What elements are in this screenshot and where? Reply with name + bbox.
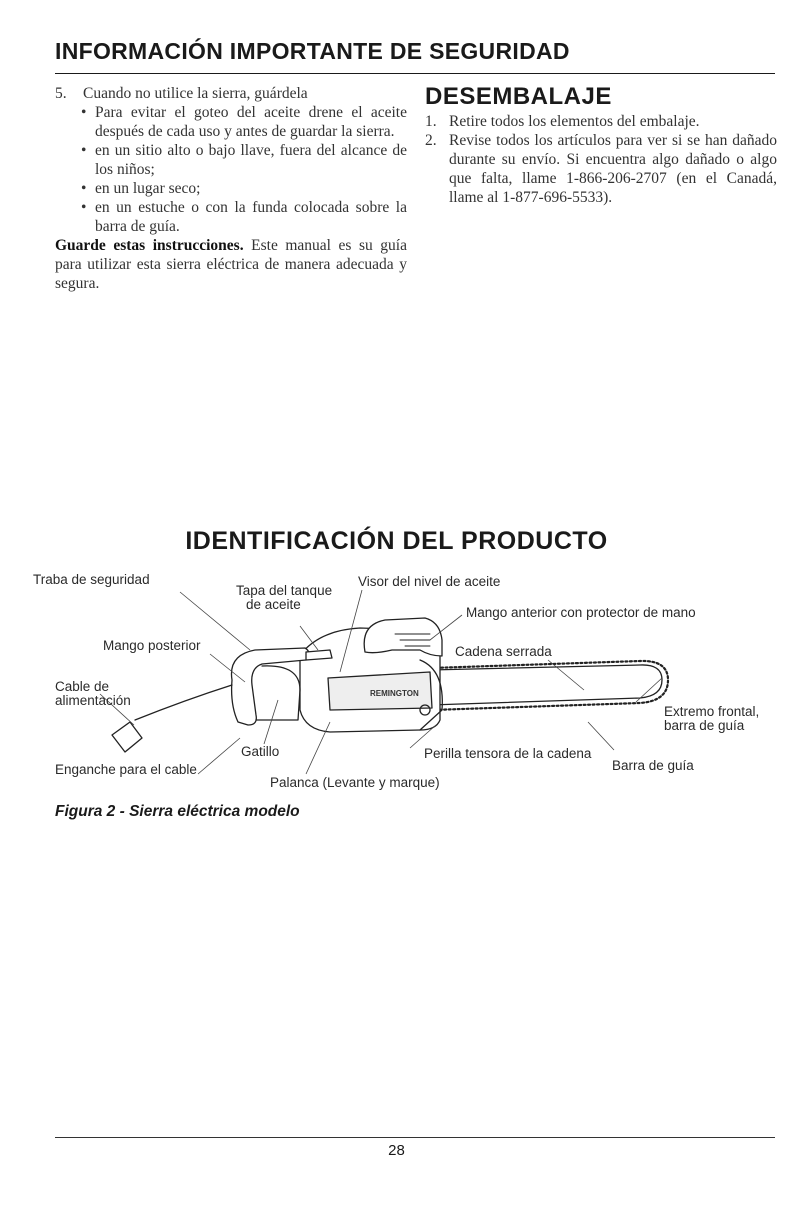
unpacking-title: DESEMBALAJE: [425, 83, 612, 110]
label-bar-tip-1: Extremo frontal,: [664, 704, 760, 719]
safety-bullet: [55, 141, 407, 179]
figure-caption: Figura 2 - Sierra eléctrica modelo: [55, 803, 300, 820]
item-text: Revise todos los artículos para ver si se han dañado durante su envío. Si encuentra algo dañado o algo que falta, llame 1-866-206-2707 (en el Canadá, llame al 1-877-696-5533).: [449, 132, 777, 206]
label-cord-2: alimentación: [55, 693, 131, 708]
brand-text: REMINGTON: [370, 689, 419, 698]
bullet-text: en un sitio alto o bajo llave, fuera del alcance de los niños;: [95, 142, 407, 178]
safety-bullet: [55, 103, 407, 141]
closing-paragraph: [55, 236, 407, 293]
safety-bullet: [55, 179, 407, 198]
safety-item-5: [55, 84, 407, 103]
unpacking-column: [425, 84, 777, 207]
chainsaw-figure: [0, 560, 793, 800]
item-text: Retire todos los elementos del embalaje.: [449, 113, 700, 130]
label-rear-handle: Mango posterior: [103, 638, 201, 653]
label-guide-bar: Barra de guía: [612, 758, 694, 773]
unpacking-item: [425, 112, 777, 131]
label-safety-lock: Traba de seguridad: [33, 572, 150, 587]
product-id-title: IDENTIFICACIÓN DEL PRODUCTO: [185, 527, 608, 555]
bullet-text: Para evitar el goteo del aceite drene el aceite después de cada uso y antes de guardar la sierra.: [95, 104, 407, 140]
label-bar-tip-2: barra de guía: [664, 718, 745, 733]
label-cord-1: Cable de: [55, 679, 110, 694]
item-number: 2.: [425, 132, 437, 149]
safety-column: [55, 84, 407, 293]
bullet-text: en un lugar seco;: [95, 180, 201, 197]
closing-text: Este manual es su guía para utilizar esta sierra eléctrica de manera adecuada y segura.: [55, 237, 407, 292]
label-lever: Palanca (Levante y marque): [270, 775, 440, 790]
closing-bold: Guarde estas instrucciones.: [55, 237, 244, 254]
bullet-text: en un estuche o con la funda colocada sobre la barra de guía.: [95, 199, 407, 235]
label-oil-sight: Visor del nivel de aceite: [358, 574, 501, 589]
footer-rule: [55, 1137, 775, 1138]
label-tank-cap-1: Tapa del tanque: [236, 583, 333, 598]
label-tensioner: Perilla tensora de la cadena: [424, 746, 592, 761]
bullet-icon: •: [81, 180, 87, 197]
label-front-handle: Mango anterior con protector de mano: [466, 605, 696, 620]
safety-bullet: [55, 198, 407, 236]
page-title: INFORMACIÓN IMPORTANTE DE SEGURIDAD: [55, 38, 570, 64]
header-rule: [55, 73, 775, 74]
unpacking-item: [425, 131, 777, 207]
bullet-icon: •: [81, 142, 87, 159]
label-cord-hook: Enganche para el cable: [55, 762, 197, 777]
label-trigger: Gatillo: [241, 744, 280, 759]
label-chain: Cadena serrada: [455, 644, 552, 659]
item-text: Cuando no utilice la sierra, guárdela: [83, 85, 308, 102]
bullet-icon: •: [81, 199, 87, 216]
item-number: 5.: [55, 85, 67, 102]
bullet-icon: •: [81, 104, 87, 121]
label-tank-cap-2: de aceite: [246, 597, 301, 612]
item-number: 1.: [425, 113, 437, 130]
page-number: 28: [388, 1142, 405, 1159]
